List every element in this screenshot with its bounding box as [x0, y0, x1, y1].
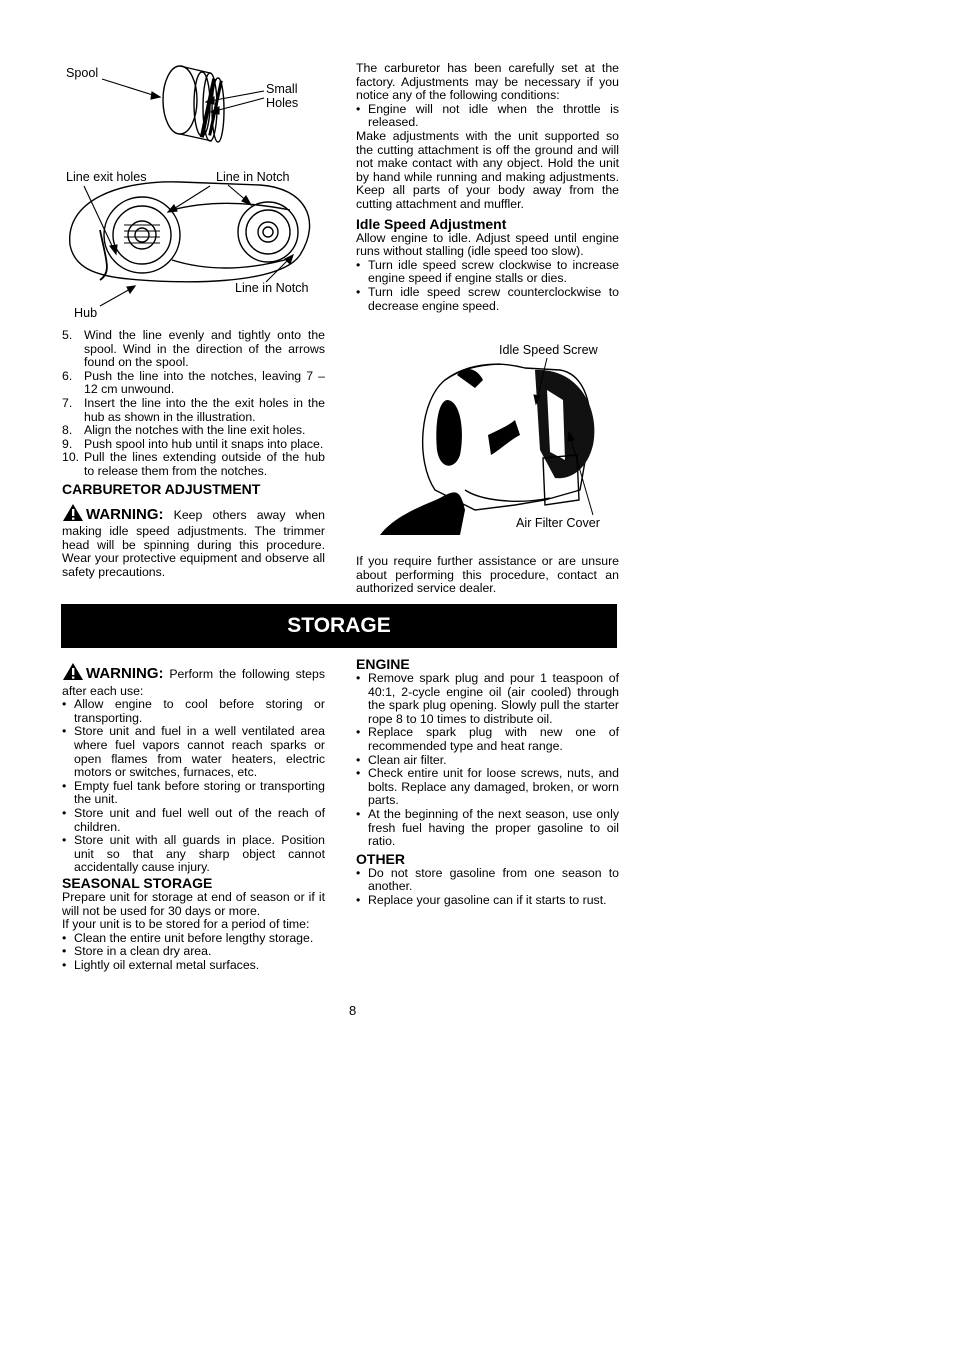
warning-text: Keep others away when making idle speed adjustments. The trimmer head will be spinning during this procedure. Wear your protective equipment and observe all safety precautions. — [62, 507, 325, 579]
list-item: • At the beginning of the next season, use only fresh fuel having the proper gasoline to oil ratio. — [356, 808, 619, 849]
engine-figure — [365, 340, 615, 540]
list-item: 9. Push spool into hub until it snaps into place. — [62, 436, 324, 451]
list-item: • Replace spark plug with new one of recommended type and heat range. — [356, 726, 619, 753]
spool-steps-list — [62, 329, 325, 479]
list-item: • Clean the entire unit before lengthy storage. — [62, 932, 325, 946]
storage-left-column — [62, 662, 325, 972]
seasonal-bullets — [62, 932, 325, 973]
assistance-text — [356, 555, 619, 596]
seasonal-storage-heading: SEASONAL STORAGE — [62, 874, 213, 891]
list-item: • Store unit with all guards in place. Position unit so that any sharp object cannot accidentally cause injury. — [62, 834, 325, 875]
page-number: 8 — [349, 1003, 357, 1018]
list-item: • Do not store gasoline from one season to another. — [356, 867, 619, 894]
carb-intro: The carburetor has been carefully set at the factory. Adjustments may be necessary if you notice any of the following conditions: — [356, 61, 619, 103]
idle-speed-heading: Idle Speed Adjustment — [356, 215, 507, 232]
warning-triangle-icon — [62, 503, 84, 526]
list-item: • Remove spark plug and pour 1 teaspoon of 40:1, 2-cycle engine oil (air cooled) through the spark plug opening. Slowly pull the starter rope 8 to 10 times to distribute oil. — [356, 672, 619, 726]
list-item: • Replace your gasoline can if it starts to rust. — [356, 894, 619, 908]
storage-right-column — [356, 656, 619, 908]
list-item: • Store in a clean dry area. — [62, 945, 325, 959]
engine-heading: ENGINE — [356, 656, 410, 672]
label-line-in-notch-top: Line in Notch — [216, 170, 290, 184]
seasonal-text-1: Prepare unit for storage at end of season or if it will not be used for 30 days or more. — [62, 889, 325, 918]
conditions-list — [356, 103, 619, 130]
label-hub: Hub — [74, 306, 98, 320]
warning-label: WARNING: — [86, 665, 164, 682]
list-item: • Turn idle speed screw clockwise to increase engine speed if engine stalls or dies. — [356, 259, 619, 286]
label-idle-speed-screw: Idle Speed Screw — [499, 343, 598, 357]
list-item: • Store unit and fuel well out of the reach of children. — [62, 807, 325, 834]
list-item: • Allow engine to cool before storing or transporting. — [62, 698, 325, 725]
list-item: • Store unit and fuel in a well ventilated area where fuel vapors cannot reach sparks or open flames from water heaters, electric motors or switches, furnaces, etc. — [62, 725, 325, 779]
list-item: • Check entire unit for loose screws, nuts, and bolts. Replace any damaged, broken, or worn parts. — [356, 767, 619, 808]
list-item: • Empty fuel tank before storing or transporting the unit. — [62, 780, 325, 807]
engine-bullets — [356, 672, 619, 849]
label-small-holes: Small Holes — [266, 82, 299, 110]
list-item: • Lightly oil external metal surfaces. — [62, 959, 325, 973]
left-column — [62, 329, 325, 580]
idle-bullets — [356, 259, 619, 313]
list-item: 6. Push the line into the notches, leaving 7 – 12 cm unwound. — [62, 368, 325, 397]
carburetor-heading: CARBURETOR ADJUSTMENT — [62, 480, 261, 497]
storage-bullets — [62, 698, 325, 875]
other-heading: OTHER — [356, 850, 405, 867]
assistance-paragraph: If you require further assistance or are unsure about performing this procedure, contact an authorized service dealer. — [356, 554, 619, 596]
label-spool: Spool — [66, 66, 99, 80]
list-item: 10. Pull the lines extending outside of the hub to release them from the notches. — [62, 450, 325, 478]
label-line-exit-holes: Line exit holes — [66, 170, 147, 184]
other-bullets — [356, 867, 619, 908]
warning-label: WARNING: — [86, 505, 164, 523]
warning-triangle-icon — [62, 662, 84, 685]
list-item: • Turn idle speed screw counterclockwise to decrease engine speed. — [356, 286, 619, 313]
label-line-in-notch-bottom: Line in Notch — [235, 281, 309, 295]
right-column — [356, 62, 619, 313]
list-item: 8. Align the notches with the line exit holes. — [62, 423, 306, 438]
carburetor-warning — [62, 503, 325, 580]
storage-warning — [62, 662, 325, 698]
seasonal-text-2: If your unit is to be stored for a period of time: — [62, 917, 310, 932]
engine-illustration — [365, 340, 615, 540]
label-air-filter-cover: Air Filter Cover — [516, 516, 600, 530]
list-item: 5. Wind the line evenly and tightly onto the spool. Wind in the direction of the arrows found on the spool. — [62, 328, 325, 370]
list-item: • Clean air filter. — [356, 754, 619, 768]
idle-text: Allow engine to idle. Adjust speed until engine runs without stalling (idle speed too slow). — [356, 230, 619, 259]
storage-banner: STORAGE — [61, 604, 617, 648]
spool-figure — [60, 60, 335, 325]
support-text: Make adjustments with the unit supported so the cutting attachment is off the ground and will not make contact with any object. Hold the unit by hand while running and making adjustments. Keep all parts of your body away from the cutting attachment and muffler. — [356, 128, 619, 211]
list-item: • Engine will not idle when the throttle is released. — [356, 103, 619, 130]
list-item: 7. Insert the line into the the exit holes in the hub as shown in the illustration. — [62, 395, 325, 424]
warning-text: Perform the following steps after each use: — [62, 667, 325, 698]
